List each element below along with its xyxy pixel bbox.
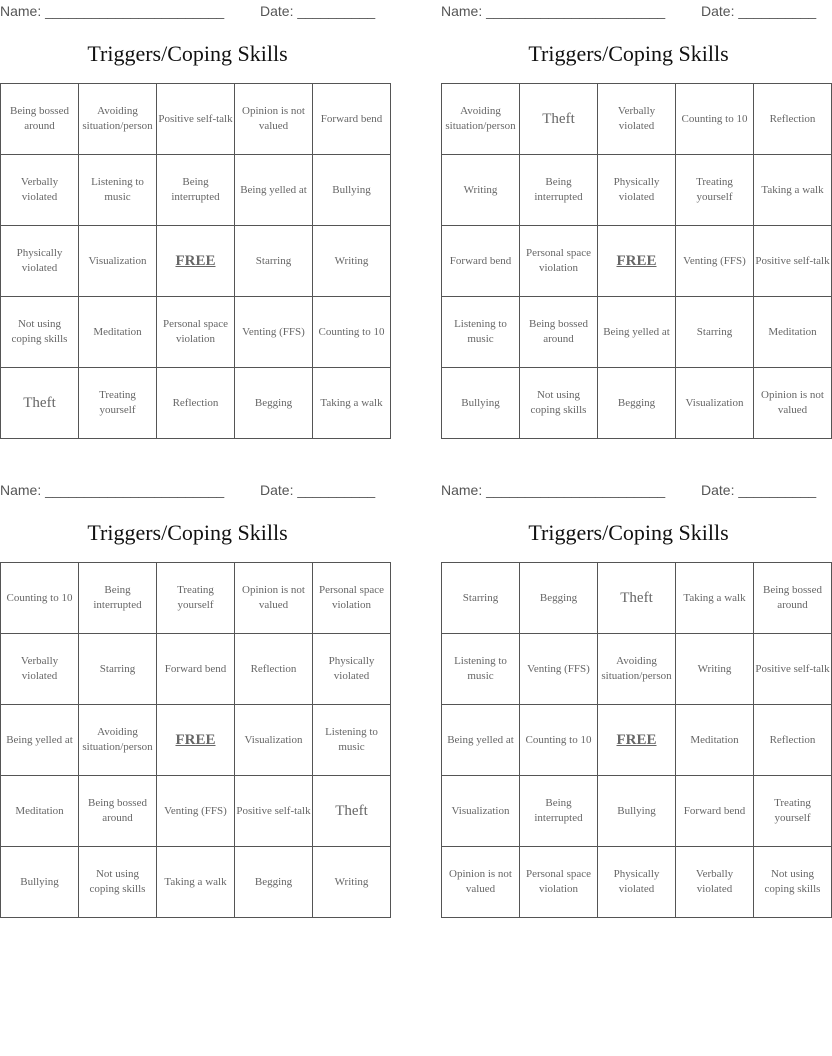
grid-cell: Starring — [235, 226, 313, 297]
grid-cell: Starring — [442, 563, 520, 634]
grid-cell: Treating yourself — [676, 155, 754, 226]
grid-cell: Treating yourself — [79, 368, 157, 439]
grid-cell: Personal space violation — [520, 226, 598, 297]
grid-cell: Theft — [520, 84, 598, 155]
grid-cell: Counting to 10 — [520, 705, 598, 776]
bingo-card-3 — [0, 479, 385, 919]
grid-cell: Counting to 10 — [313, 297, 391, 368]
grid-cell: Listening to music — [313, 705, 391, 776]
grid-cell: Not using coping skills — [520, 368, 598, 439]
grid-cell: Personal space violation — [313, 563, 391, 634]
grid-row — [442, 297, 832, 368]
grid-row — [442, 634, 832, 705]
grid-row — [442, 368, 832, 439]
grid-cell: Forward bend — [442, 226, 520, 297]
grid-cell: Visualization — [676, 368, 754, 439]
grid-cell: Taking a walk — [157, 847, 235, 918]
grid-row — [1, 84, 391, 155]
grid-cell: Personal space violation — [520, 847, 598, 918]
grid-cell: Positive self-talk — [754, 226, 832, 297]
grid-cell: Writing — [313, 847, 391, 918]
grid-cell: Listening to music — [442, 634, 520, 705]
grid-row — [1, 297, 391, 368]
grid-cell: Venting (FFS) — [676, 226, 754, 297]
date-field[interactable]: Date: __________ — [260, 3, 376, 19]
grid-cell: Being bossed around — [79, 776, 157, 847]
grid-cell: Begging — [520, 563, 598, 634]
grid-cell: Counting to 10 — [676, 84, 754, 155]
bingo-grid — [441, 562, 832, 918]
name-field[interactable]: Name: _______________________ — [441, 3, 666, 19]
grid-cell: Reflection — [157, 368, 235, 439]
grid-cell: Opinion is not valued — [754, 368, 832, 439]
date-field[interactable]: Date: __________ — [701, 3, 817, 19]
grid-cell: Reflection — [235, 634, 313, 705]
grid-cell: Counting to 10 — [1, 563, 79, 634]
card-title: Triggers/Coping Skills — [87, 520, 288, 545]
grid-cell: Taking a walk — [676, 563, 754, 634]
grid-cell: Treating yourself — [754, 776, 832, 847]
grid-cell: Venting (FFS) — [235, 297, 313, 368]
grid-cell: Forward bend — [313, 84, 391, 155]
grid-cell: Not using coping skills — [79, 847, 157, 918]
grid-cell: Opinion is not valued — [235, 84, 313, 155]
grid-cell: Positive self-talk — [235, 776, 313, 847]
grid-cell: Theft — [1, 368, 79, 439]
grid-row — [442, 847, 832, 918]
grid-cell: Theft — [598, 563, 676, 634]
grid-cell: Begging — [235, 847, 313, 918]
grid-cell: Avoiding situation/person — [79, 84, 157, 155]
grid-cell: Bullying — [313, 155, 391, 226]
grid-cell: Not using coping skills — [754, 847, 832, 918]
grid-cell: Visualization — [442, 776, 520, 847]
grid-cell: Being bossed around — [1, 84, 79, 155]
grid-cell: Venting (FFS) — [157, 776, 235, 847]
bingo-grid — [0, 83, 391, 439]
name-field[interactable]: Name: _______________________ — [0, 482, 225, 498]
grid-row — [1, 226, 391, 297]
grid-cell: Writing — [676, 634, 754, 705]
grid-cell: Physically violated — [598, 847, 676, 918]
grid-cell: Opinion is not valued — [235, 563, 313, 634]
card-title: Triggers/Coping Skills — [528, 41, 729, 66]
free-space-cell: FREE — [598, 226, 676, 297]
grid-cell: Positive self-talk — [754, 634, 832, 705]
grid-cell: Verbally violated — [1, 155, 79, 226]
grid-cell: Begging — [235, 368, 313, 439]
name-field[interactable]: Name: _______________________ — [0, 3, 225, 19]
bingo-card-4 — [441, 479, 830, 919]
grid-cell: Being interrupted — [157, 155, 235, 226]
grid-cell: Personal space violation — [157, 297, 235, 368]
grid-cell: Forward bend — [676, 776, 754, 847]
date-field[interactable]: Date: __________ — [701, 482, 817, 498]
grid-cell: Meditation — [1, 776, 79, 847]
grid-row — [442, 84, 832, 155]
grid-row — [442, 776, 832, 847]
grid-row — [442, 705, 832, 776]
grid-cell: Physically violated — [1, 226, 79, 297]
grid-cell: Treating yourself — [157, 563, 235, 634]
grid-cell: Verbally violated — [598, 84, 676, 155]
name-field[interactable]: Name: _______________________ — [441, 482, 666, 498]
grid-cell: Being bossed around — [520, 297, 598, 368]
grid-cell: Reflection — [754, 84, 832, 155]
grid-row — [442, 563, 832, 634]
grid-cell: Being interrupted — [520, 776, 598, 847]
grid-cell: Reflection — [754, 705, 832, 776]
grid-cell: Listening to music — [79, 155, 157, 226]
grid-cell: Listening to music — [442, 297, 520, 368]
grid-cell: Starring — [676, 297, 754, 368]
bingo-card-2 — [441, 0, 830, 440]
grid-cell: Being yelled at — [442, 705, 520, 776]
grid-row — [1, 705, 391, 776]
grid-cell: Venting (FFS) — [520, 634, 598, 705]
grid-cell: Meditation — [754, 297, 832, 368]
grid-row — [442, 155, 832, 226]
grid-cell: Theft — [313, 776, 391, 847]
grid-cell: Not using coping skills — [1, 297, 79, 368]
grid-cell: Bullying — [598, 776, 676, 847]
grid-cell: Being yelled at — [235, 155, 313, 226]
grid-cell: Writing — [442, 155, 520, 226]
grid-row — [442, 226, 832, 297]
bingo-grid — [441, 83, 832, 439]
grid-cell: Begging — [598, 368, 676, 439]
free-space-cell: FREE — [157, 226, 235, 297]
grid-cell: Being yelled at — [1, 705, 79, 776]
grid-cell: Bullying — [442, 368, 520, 439]
grid-cell: Bullying — [1, 847, 79, 918]
card-title: Triggers/Coping Skills — [528, 520, 729, 545]
bingo-card-1 — [0, 0, 385, 440]
grid-cell: Taking a walk — [754, 155, 832, 226]
grid-cell: Meditation — [79, 297, 157, 368]
grid-row — [1, 563, 391, 634]
grid-cell: Avoiding situation/person — [598, 634, 676, 705]
free-space-cell: FREE — [157, 705, 235, 776]
grid-cell: Verbally violated — [1, 634, 79, 705]
bingo-grid — [0, 562, 391, 918]
grid-cell: Being interrupted — [520, 155, 598, 226]
grid-cell: Physically violated — [313, 634, 391, 705]
grid-cell: Positive self-talk — [157, 84, 235, 155]
free-space-cell: FREE — [598, 705, 676, 776]
grid-cell: Being bossed around — [754, 563, 832, 634]
grid-row — [1, 634, 391, 705]
grid-cell: Opinion is not valued — [442, 847, 520, 918]
card-title: Triggers/Coping Skills — [87, 41, 288, 66]
grid-cell: Taking a walk — [313, 368, 391, 439]
grid-row — [1, 368, 391, 439]
date-field[interactable]: Date: __________ — [260, 482, 376, 498]
grid-cell: Avoiding situation/person — [79, 705, 157, 776]
grid-cell: Meditation — [676, 705, 754, 776]
grid-cell: Being interrupted — [79, 563, 157, 634]
grid-cell: Writing — [313, 226, 391, 297]
grid-cell: Avoiding situation/person — [442, 84, 520, 155]
grid-cell: Physically violated — [598, 155, 676, 226]
grid-row — [1, 155, 391, 226]
grid-cell: Forward bend — [157, 634, 235, 705]
grid-cell: Visualization — [79, 226, 157, 297]
grid-cell: Being yelled at — [598, 297, 676, 368]
grid-cell: Verbally violated — [676, 847, 754, 918]
grid-row — [1, 847, 391, 918]
grid-row — [1, 776, 391, 847]
grid-cell: Starring — [79, 634, 157, 705]
grid-cell: Visualization — [235, 705, 313, 776]
